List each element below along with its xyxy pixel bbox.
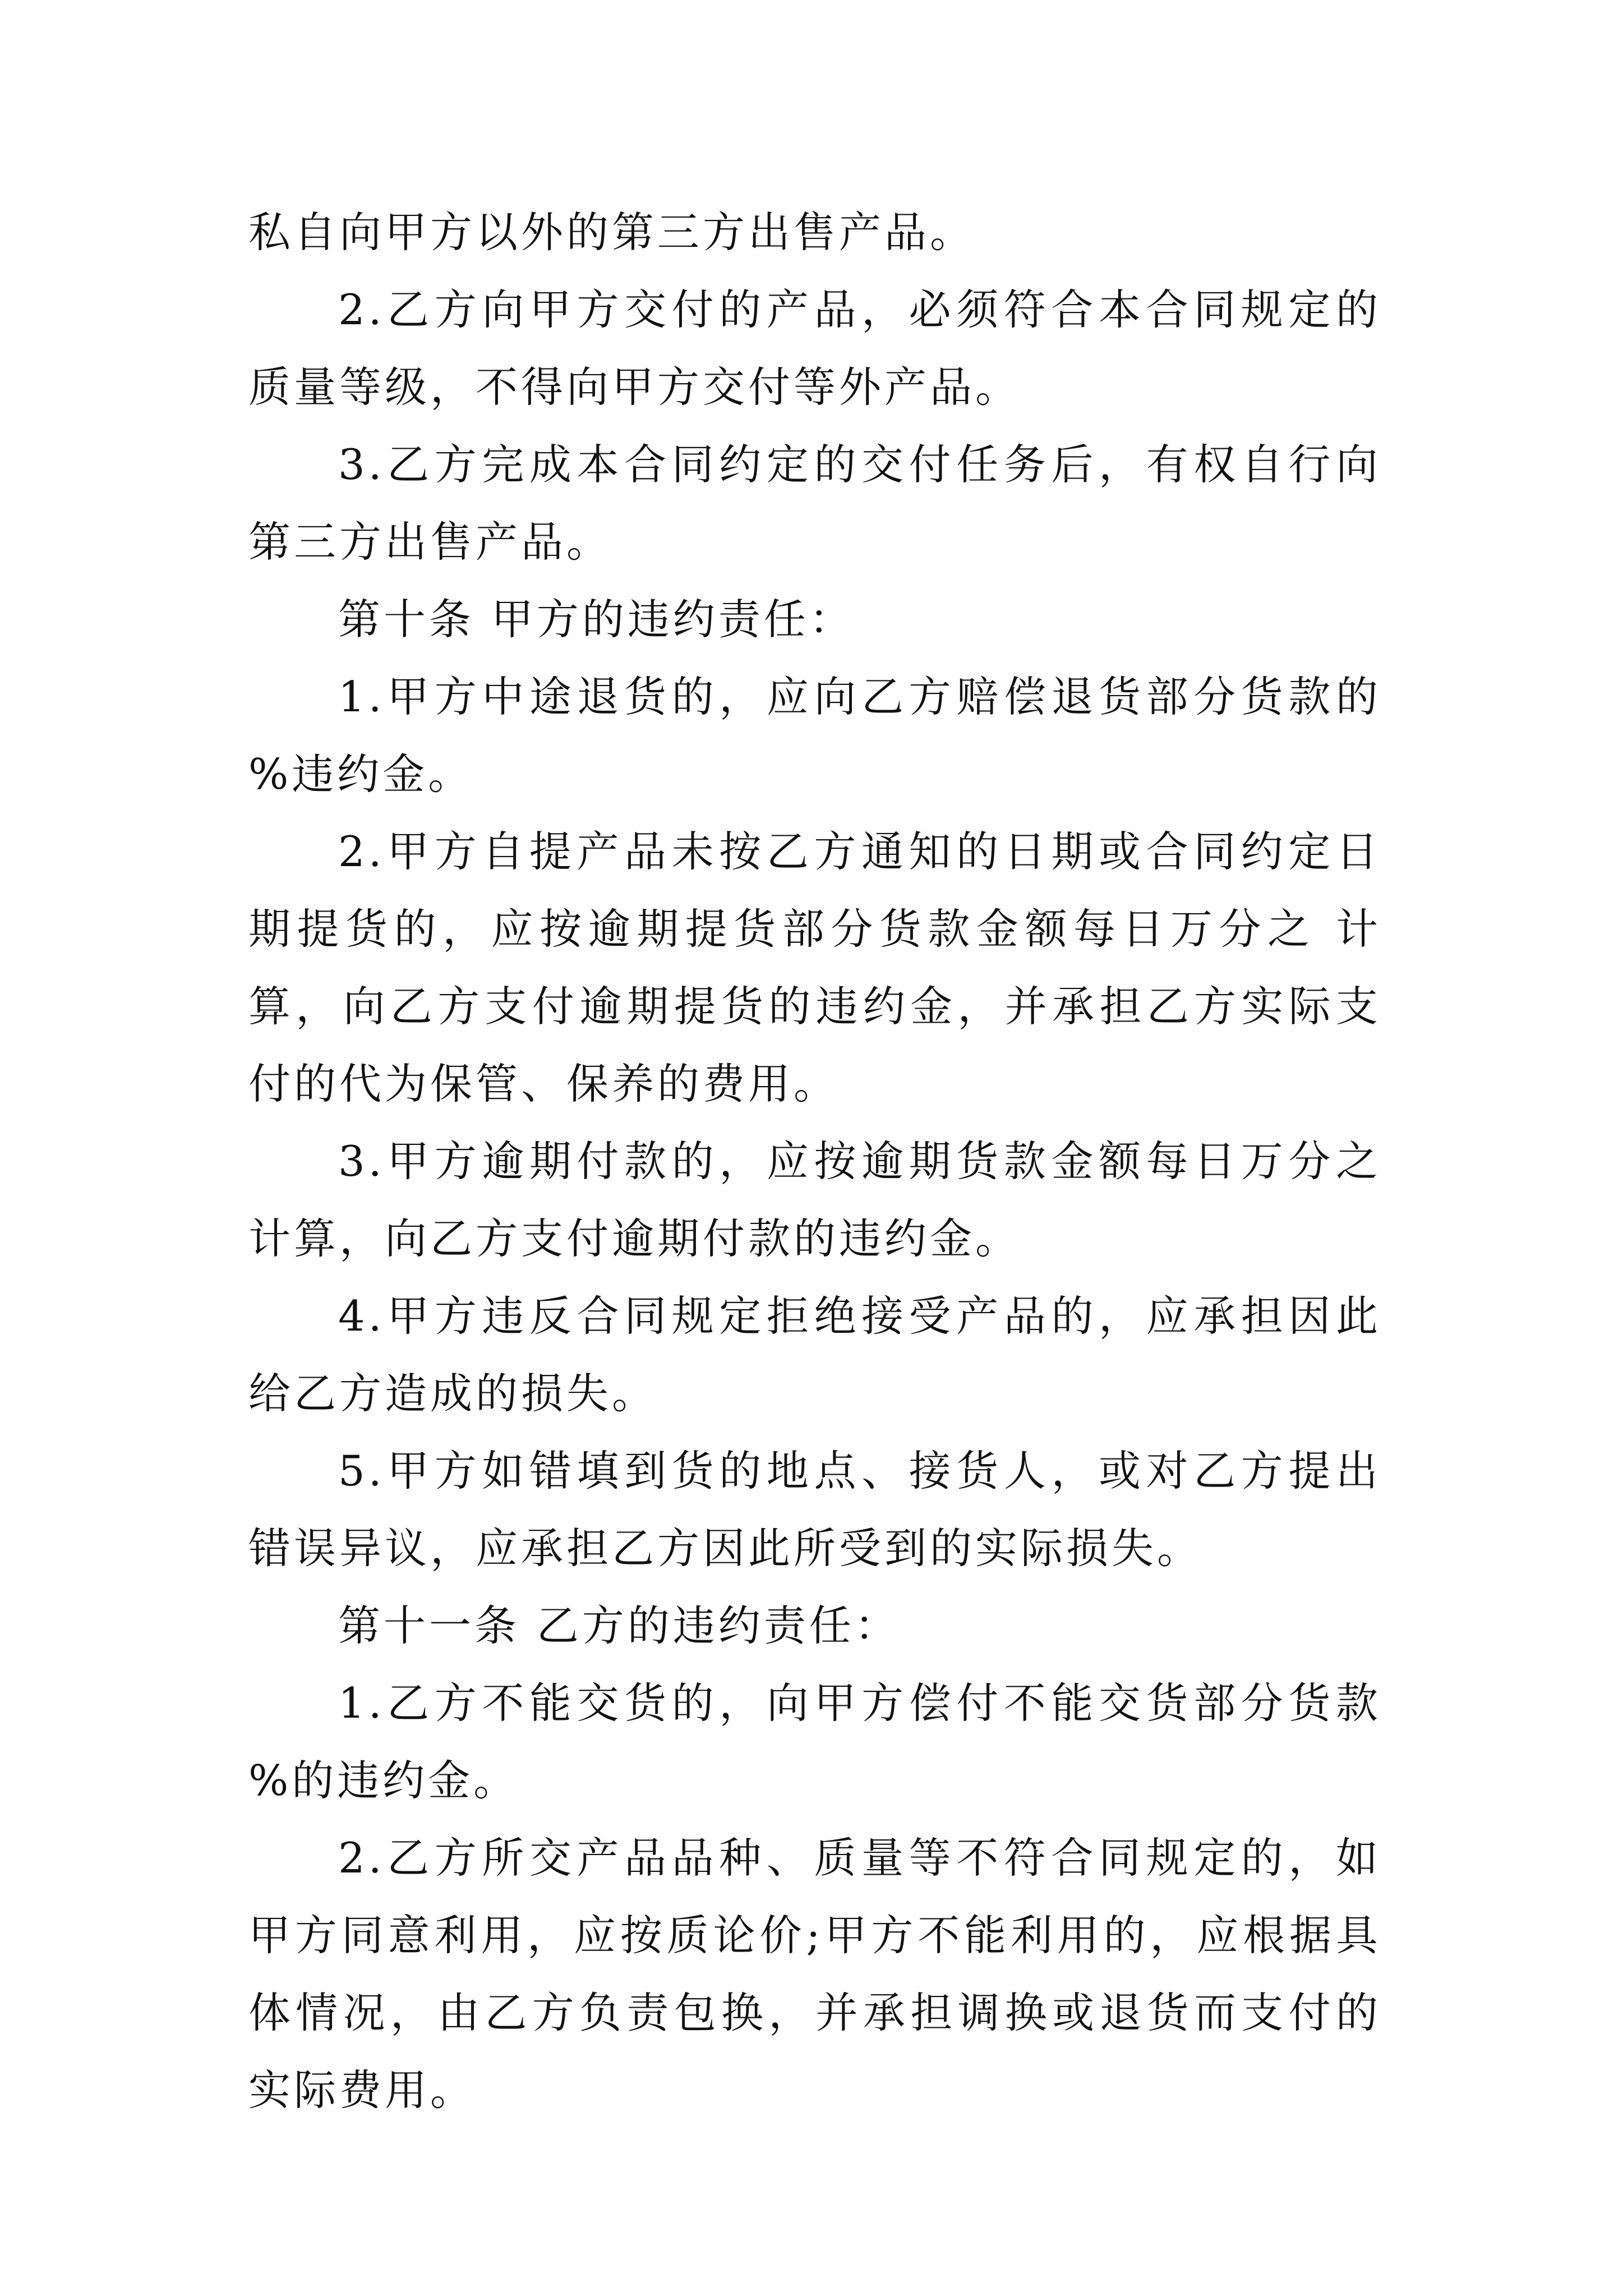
clause-10-item-1: 1.甲方中途退货的，应向乙方赔偿退货部分货款的 %违约金。 [248,672,1381,799]
clause-9-item-2: 2.乙方向甲方交付的产品，必须符合本合同规定的质量等级，不得向甲方交付等外产品。 [248,285,1381,412]
clause-10-item-5: 5.甲方如错填到货的地点、接货人，或对乙方提出错误异议，应承担乙方因此所受到的实际损失。 [248,1446,1381,1573]
document-page [248,194,1381,2129]
clause-11-item-2: 2.乙方所交产品品种、质量等不符合同规定的，如甲方同意利用，应按质论价;甲方不能利用的，应根据具体情况，由乙方负责包换，并承担调换或退货而支付的实际费用。 [248,1833,1381,2115]
clause-10-item-4: 4.甲方违反合同规定拒绝接受产品的，应承担因此给乙方造成的损失。 [248,1291,1381,1418]
clause-11-heading: 第十一条 乙方的违约责任： [338,1601,900,1650]
clause-10-item-3: 3.甲方逾期付款的，应按逾期货款金额每日万分之 计算，向乙方支付逾期付款的违约金。 [248,1137,1381,1263]
clause-9-item-3: 3.乙方完成本合同约定的交付任务后，有权自行向第三方出售产品。 [248,440,1381,567]
paragraph-continuation: 私自向甲方以外的第三方出售产品。 [248,208,976,257]
clause-10-item-2: 2.甲方自提产品未按乙方通知的日期或合同约定日期提货的，应按逾期提货部分货款金额每日万分之 计算，向乙方支付逾期提货的违约金，并承担乙方实际支付的代为保管、保养的费用。 [248,827,1381,1108]
clause-11-item-1: 1.乙方不能交货的，向甲方偿付不能交货部分货款 %的违约金。 [248,1678,1381,1805]
clause-10-heading: 第十条 甲方的违约责任： [338,595,855,644]
